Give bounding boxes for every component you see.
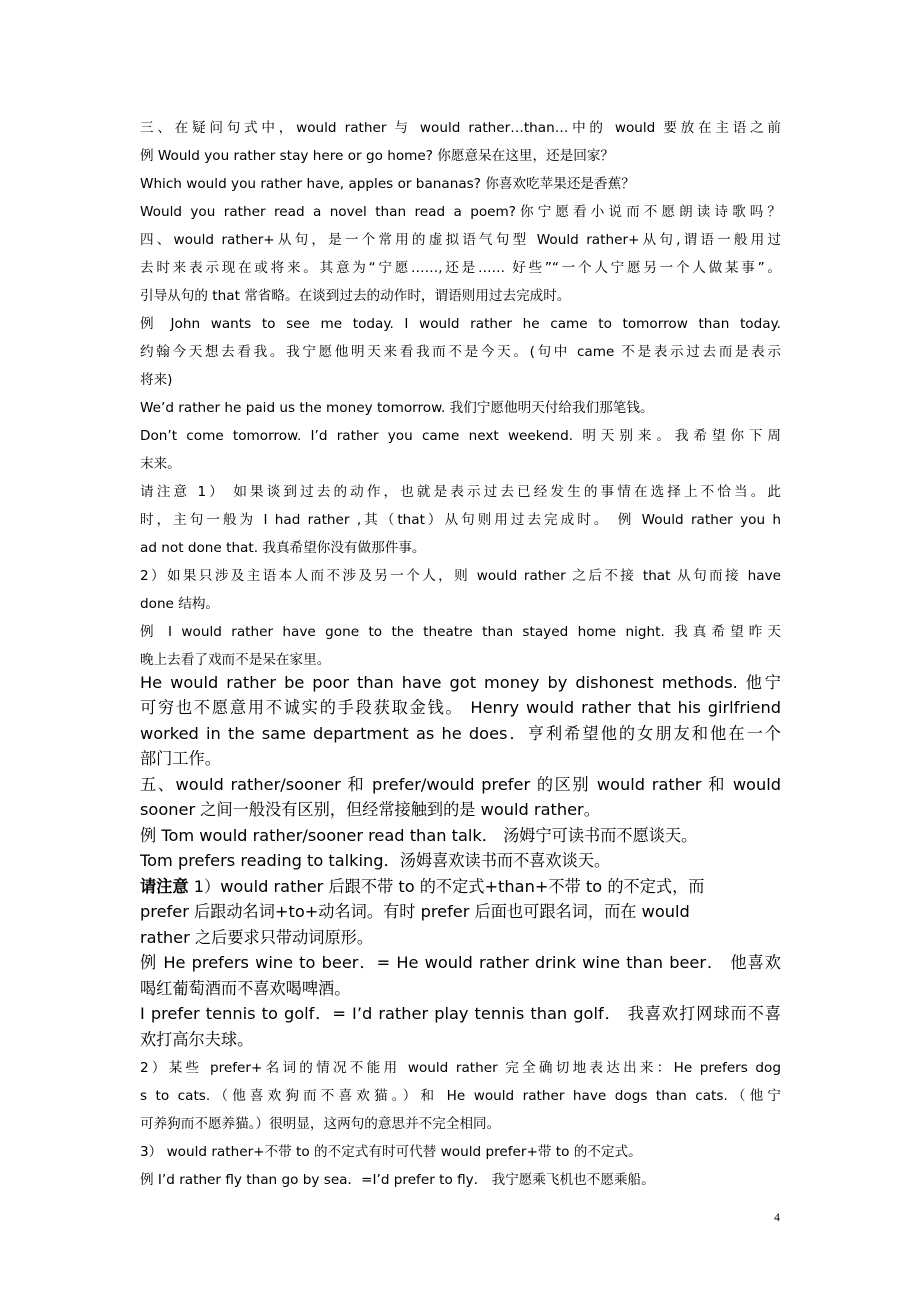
text-line: 可养狗而不愿养猫。）很明显，这两句的意思并不完全相同。 <box>140 1116 501 1132</box>
text-line: 例 John wants to see me today. I would rather he came to tomorrow than today. <box>140 316 781 332</box>
text-line: 晚上去看了戏而不是呆在家里。 <box>140 652 331 668</box>
text-line: 2）如果只涉及主语本人而不涉及另一个人，则 would rather 之后不接 that 从句而接 have <box>140 568 781 584</box>
text-line: 引导从句的 that 常省略。在谈到过去的动作时，谓语则用过去完成时。 <box>140 288 571 304</box>
text-line: 欢打高尔夫球。 <box>140 1030 254 1049</box>
text-line: Would you rather read a novel than read a poem?你宁愿看小说而不愿朗读诗歌吗？ <box>140 204 781 220</box>
text-line: 例 I’d rather fly than go by sea．=I’d prefer to fly． 我宁愿乘飞机也不愿乘船。 <box>140 1172 655 1188</box>
text-line: 五、would rather/sooner 和 prefer/would prefer 的区别 would rather 和 would <box>140 775 781 794</box>
text-line: 喝红葡萄酒而不喜欢喝啤酒。 <box>140 979 351 998</box>
text-line: Which would you rather have, apples or bananas? 你喜欢吃苹果还是香蕉？ <box>140 176 635 192</box>
text-line <box>140 879 704 895</box>
text-line: rather 之后要求只带动词原形。 <box>140 928 374 947</box>
text-line: ad not done that. 我真希望你没有做那件事。 <box>140 540 426 556</box>
text-line: 三、在疑问句式中，would rather 与 would rather…than…中的 would 要放在主语之前 <box>140 120 781 136</box>
note-text: 1）would rather 后跟不带 to 的不定式+than+不带 to 的不定式，而 <box>188 877 705 896</box>
text-line: 例 He prefers wine to beer．= He would rather drink wine than beer． 他喜欢 <box>140 953 781 972</box>
text-line: sooner 之间一般没有区别，但经常接触到的是 would rather。 <box>140 800 600 819</box>
text-line: prefer 后跟动名词+to+动名词。有时 prefer 后面也可跟名词，而在 would <box>140 902 690 921</box>
text-line: I prefer tennis to golf．= I’d rather play tennis than golf． 我喜欢打网球而不喜 <box>140 1004 781 1023</box>
text-line: 末来。 <box>140 456 181 472</box>
text-line: done 结构。 <box>140 596 220 612</box>
text-line: 时，主句一般为 I had rather ,其（that）从句则用过去完成时。 例 Would rather you h <box>140 512 781 528</box>
text-line: Don’t come tomorrow. I’d rather you came next weekend. 明天别来。我希望你下周 <box>140 428 781 444</box>
text-line: Tom prefers reading to talking．汤姆喜欢读书而不喜欢谈天。 <box>140 851 611 870</box>
text-line: 请注意 1） 如果谈到过去的动作，也就是表示过去已经发生的事情在选择上不恰当。此 <box>140 484 781 500</box>
text-line: 3） would rather+不带 to 的不定式有时可代替 would prefer+带 to 的不定式。 <box>140 1144 642 1160</box>
text-line: 约翰今天想去看我。我宁愿他明天来看我而不是今天。(句中 came 不是表示过去而是表示 <box>140 344 781 360</box>
page-number: 4 <box>774 1210 780 1224</box>
text-line: 将来) <box>140 372 173 388</box>
text-line: 部门工作。 <box>140 749 221 768</box>
text-line: 2）某些 prefer+名词的情况不能用 would rather 完全确切地表达出来：He prefers dog <box>140 1060 781 1076</box>
text-line: 可穷也不愿意用不诚实的手段获取金钱。 Henry would rather that his girlfriend <box>140 698 781 717</box>
text-line: 四、would rather+从句，是一个常用的虚拟语气句型 Would rather+从句,谓语一般用过 <box>140 232 781 248</box>
text-line: worked in the same department as he does．亨利希望他的女朋友和他在一个 <box>140 724 781 743</box>
text-line: s to cats.（他喜欢狗而不喜欢猫。）和 He would rather have dogs than cats.（他宁 <box>140 1088 781 1104</box>
text-line: 例 Tom would rather/sooner read than talk． 汤姆宁可读书而不愿谈天。 <box>140 826 698 845</box>
text-line: We’d rather he paid us the money tomorrow. 我们宁愿他明天付给我们那笔钱。 <box>140 400 654 416</box>
text-line: 例 Would you rather stay here or go home? 你愿意呆在这里，还是回家？ <box>140 148 615 164</box>
text-line: He would rather be poor than have got money by dishonest methods. 他宁 <box>140 673 781 692</box>
text-line: 例 I would rather have gone to the theatre than stayed home night. 我真希望昨天 <box>140 624 781 640</box>
text-line: 去时来表示现在或将来。其意为“宁愿……,还是…… 好些”“一个人宁愿另一个人做某事”。 <box>140 260 781 276</box>
note-label: 请注意 <box>140 877 189 896</box>
